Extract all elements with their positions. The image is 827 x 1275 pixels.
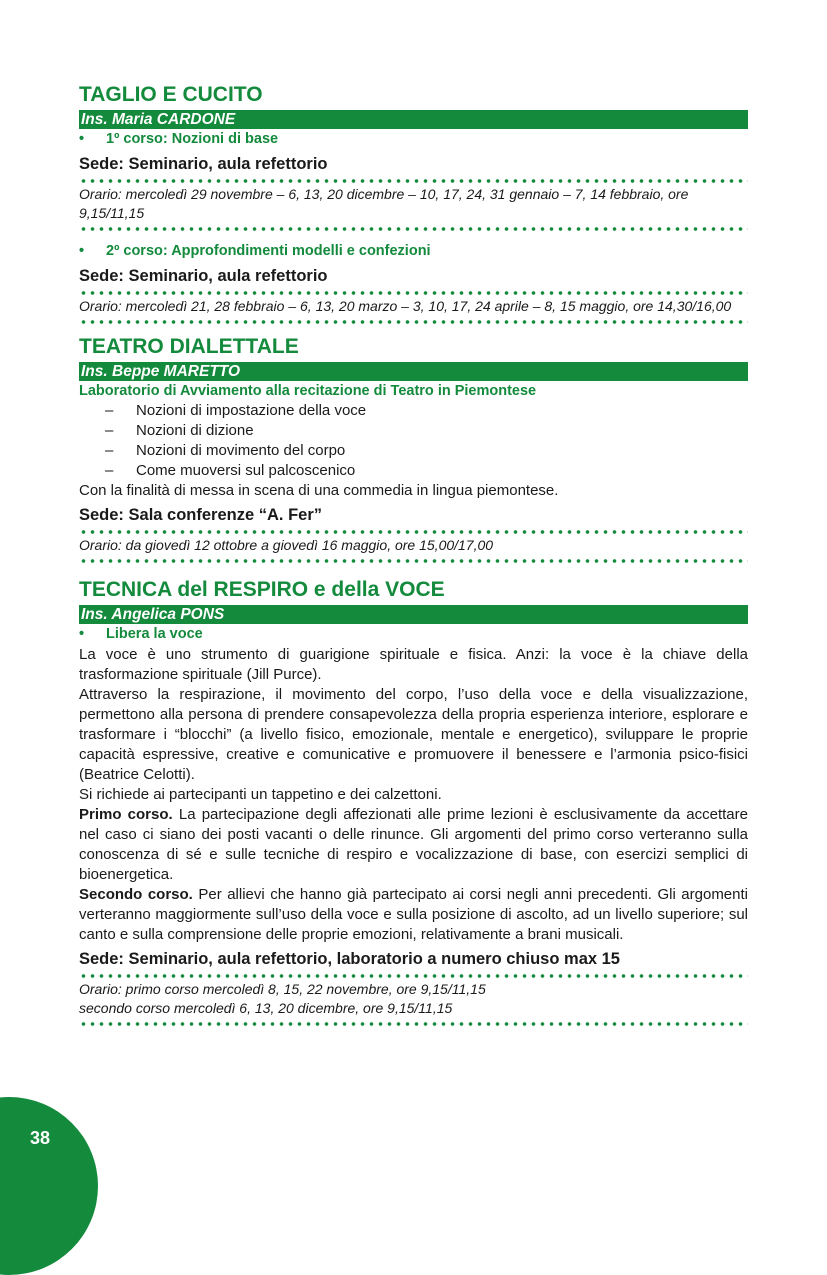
teacher-bar-tecnica: Ins. Angelica PONS: [79, 605, 748, 624]
dotted-divider: [79, 179, 748, 183]
course-2-title: • 2º corso: Approfondimenti modelli e confezioni: [79, 241, 748, 262]
tecnica-primo-corso: Primo corso. La partecipazione degli affezionati alle prime lezioni è esclusivamente da accettare nel caso ci siano dei posti vacanti o delle rinunce. Gli argomenti del primo corso verteranno sulla conoscenza di sé e sulle tecniche di respiro e vocalizzazione di base, con esercizi semplici di bioenergetica.: [79, 806, 748, 883]
dotted-divider: [79, 974, 748, 978]
course-2-sede: Sede: Seminario, aula refettorio: [79, 267, 328, 285]
tecnica-bullet: • Libera la voce: [79, 624, 748, 645]
teacher-bar-taglio: Ins. Maria CARDONE: [79, 110, 748, 129]
course-1-orario: Orario: mercoledì 29 novembre – 6, 13, 20 dicembre – 10, 17, 24, 31 gennaio – 7, 14 febbraio, ore 9,15/11,15: [79, 186, 689, 221]
teatro-topic-list: [79, 401, 748, 481]
tecnica-paragraph-1: La voce è uno strumento di guarigione spirituale e fisica. Anzi: la voce è la chiave della trasformazione spirituale (Jill Purce).: [79, 646, 748, 683]
teacher-bar-teatro: Ins. Beppe MARETTO: [79, 362, 748, 381]
teatro-orario: Orario: da giovedì 12 ottobre a giovedì 16 maggio, ore 15,00/17,00: [79, 537, 494, 553]
list-item: – Nozioni di impostazione della voce: [105, 402, 367, 419]
page-content: [79, 82, 748, 1028]
dotted-divider: [79, 559, 748, 563]
page-number: 38: [30, 1128, 51, 1148]
bullet-icon: •: [79, 243, 85, 259]
dotted-divider: [79, 1022, 748, 1026]
dotted-divider: [79, 320, 748, 324]
bullet-icon: •: [79, 131, 85, 147]
dotted-divider: [79, 291, 748, 295]
page-number-badge: [0, 1097, 98, 1275]
course-2-orario: Orario: mercoledì 21, 28 febbraio – 6, 13, 20 marzo – 3, 10, 17, 24 aprile – 8, 15 maggio, ore 14,30/16,00: [79, 298, 732, 314]
tecnica-paragraph-2: Attraverso la respirazione, il movimento del corpo, l’uso della voce e della visualizzazione, permettono alla persona di prendere consapevolezza della propria esperienza interiore, esplorare e trasformare i “blocchi” (a livello fisico, emozionale, mentale e energetico), sviluppare le proprie capacità espressive, creative e comunicative e promuovere il benessere e l’armonia psico-fisici (Beatrice Celotti).: [79, 686, 748, 783]
tecnica-paragraph-3: Si richiede ai partecipanti un tappetino e dei calzettoni.: [79, 786, 442, 803]
teatro-subhead: Laboratorio di Avviamento alla recitazione di Teatro in Piemontese: [79, 383, 537, 399]
section-title-tecnica: TECNICA del RESPIRO e della VOCE: [79, 578, 445, 601]
tecnica-orario-1: Orario: primo corso mercoledì 8, 15, 22 novembre, ore 9,15/11,15: [79, 981, 486, 997]
list-item: – Nozioni di dizione: [105, 422, 254, 439]
tecnica-sede: Sede: Seminario, aula refettorio, laboratorio a numero chiuso max 15: [79, 950, 620, 968]
tecnica-orario-2: secondo corso mercoledì 6, 13, 20 dicembre, ore 9,15/11,15: [79, 1000, 453, 1016]
section-title-teatro: TEATRO DIALETTALE: [79, 335, 299, 358]
list-item: – Nozioni di movimento del corpo: [105, 442, 346, 459]
teatro-finalita: Con la finalità di messa in scena di una commedia in lingua piemontese.: [79, 482, 559, 499]
teatro-sede: Sede: Sala conferenze “A. Fer”: [79, 506, 322, 524]
course-1-title: • 1º corso: Nozioni di base: [79, 129, 748, 150]
tecnica-secondo-corso: Secondo corso. Per allievi che hanno già partecipato ai corsi negli anni precedenti. Gli argomenti verteranno maggiormente sull’uso della voce e sulla posizione di ascolto, ad un livello superiore; sul canto e sulla comprensione delle proprie emozioni, relativamente a brani musicali.: [79, 886, 748, 943]
dotted-divider: [79, 530, 748, 534]
dotted-divider: [79, 227, 748, 231]
list-item: – Come muoversi sul palcoscenico: [105, 462, 356, 479]
section-title-taglio: TAGLIO E CUCITO: [79, 83, 263, 106]
bullet-icon: •: [79, 626, 85, 642]
course-1-sede: Sede: Seminario, aula refettorio: [79, 155, 328, 173]
